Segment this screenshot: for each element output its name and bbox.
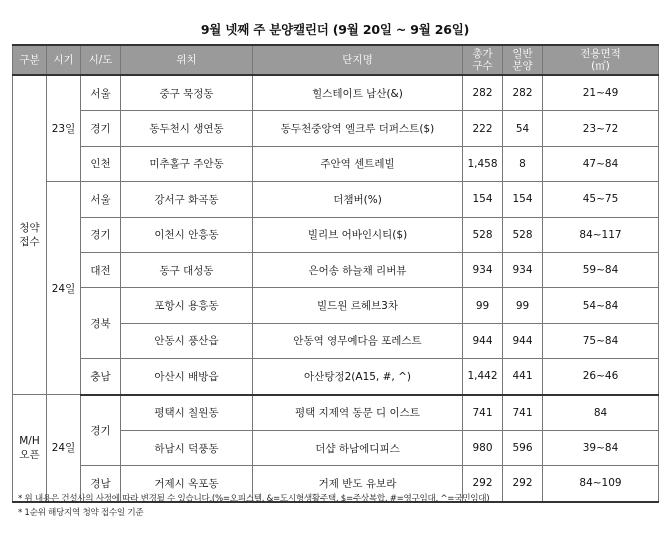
complex-cell: 거제 반도 유보라	[253, 466, 463, 502]
general-cell: 741	[503, 395, 543, 431]
location-cell: 포항시 용흥동	[121, 288, 253, 323]
page-title: 9월 넷째 주 분양캘린더 (9월 20일 ~ 9월 26일)	[200, 22, 470, 37]
location-cell: 안동시 풍산읍	[121, 323, 253, 358]
header-area-line2: (㎡)	[591, 60, 610, 72]
table-row	[13, 75, 659, 111]
area-cell: 39~84	[543, 430, 659, 465]
location-cell: 평택시 칠원동	[121, 395, 253, 431]
table-row	[13, 395, 659, 431]
region-cell: 경기	[81, 111, 121, 146]
table-header-row	[13, 45, 659, 75]
total-cell: 154	[463, 182, 503, 217]
header-gubun: 구분	[13, 45, 47, 75]
header-total-line1: 총가	[472, 48, 493, 60]
table-row	[13, 217, 659, 252]
area-cell: 84~117	[543, 217, 659, 252]
area-cell: 54~84	[543, 288, 659, 323]
general-cell: 99	[503, 288, 543, 323]
group-subscription-line2: 접수	[19, 236, 40, 248]
general-cell: 944	[503, 323, 543, 358]
region-cell: 서울	[81, 182, 121, 217]
total-cell: 741	[463, 395, 503, 431]
header-general	[503, 45, 543, 75]
location-cell: 이천시 안흥동	[121, 217, 253, 252]
region-cell: 경북	[81, 288, 121, 359]
area-cell: 84~109	[543, 466, 659, 502]
group-mh-open	[13, 395, 47, 502]
header-sigi: 시기	[47, 45, 81, 75]
header-general-line1: 일반	[512, 48, 533, 60]
footnote-legend: * 위 내용은 건설사의 사정에 따라 변경될 수 있습니다.(%=오피스텔, &=도시형생활주택, $=주상복합, #=영구임대, ^=국민임대)	[18, 494, 490, 504]
header-total-line2: 구수	[472, 60, 493, 72]
region-cell: 경기	[81, 395, 121, 466]
date-cell: 23일	[47, 75, 81, 182]
location-cell: 중구 묵정동	[121, 75, 253, 111]
area-cell: 59~84	[543, 252, 659, 287]
region-cell: 경기	[81, 217, 121, 252]
total-cell: 980	[463, 430, 503, 465]
complex-cell: 빌리브 어바인시티($)	[253, 217, 463, 252]
complex-cell: 아산탕정2(A15, #, ^)	[253, 359, 463, 395]
header-complex: 단지명	[253, 45, 463, 75]
region-cell: 서울	[81, 75, 121, 111]
general-cell: 441	[503, 359, 543, 395]
date-cell: 24일	[47, 395, 81, 502]
date-cell: 24일	[47, 182, 81, 395]
complex-cell: 주안역 센트레빌	[253, 146, 463, 181]
general-cell: 596	[503, 430, 543, 465]
area-cell: 26~46	[543, 359, 659, 395]
location-cell: 거제시 옥포동	[121, 466, 253, 502]
header-location: 위치	[121, 45, 253, 75]
header-sido: 시/도	[81, 45, 121, 75]
complex-cell: 안동역 영무예다음 포레스트	[253, 323, 463, 358]
table-row	[13, 182, 659, 217]
schedule-table	[12, 44, 659, 503]
general-cell: 154	[503, 182, 543, 217]
total-cell: 1,458	[463, 146, 503, 181]
complex-cell: 빌드원 르헤브3차	[253, 288, 463, 323]
total-cell: 99	[463, 288, 503, 323]
area-cell: 21~49	[543, 75, 659, 111]
table-row	[13, 146, 659, 181]
complex-cell: 더챔버(%)	[253, 182, 463, 217]
group-mh-line1: M/H	[19, 434, 40, 447]
area-cell: 75~84	[543, 323, 659, 358]
general-cell: 292	[503, 466, 543, 502]
header-area	[543, 45, 659, 75]
header-area-line1: 전용면적	[580, 48, 621, 60]
complex-cell: 힐스테이트 남산(&)	[253, 75, 463, 111]
region-cell: 충남	[81, 359, 121, 395]
complex-cell: 은어송 하늘채 리버뷰	[253, 252, 463, 287]
total-cell: 528	[463, 217, 503, 252]
location-cell: 하남시 덕풍동	[121, 430, 253, 465]
location-cell: 아산시 배방읍	[121, 359, 253, 395]
area-cell: 84	[543, 395, 659, 431]
region-cell: 인천	[81, 146, 121, 181]
total-cell: 282	[463, 75, 503, 111]
general-cell: 282	[503, 75, 543, 111]
location-cell: 동구 대성동	[121, 252, 253, 287]
region-cell: 대전	[81, 252, 121, 287]
group-mh-line2: 오픈	[19, 448, 40, 461]
complex-cell: 더샵 하남에디피스	[253, 430, 463, 465]
total-cell: 292	[463, 466, 503, 502]
region-cell: 경남	[81, 466, 121, 502]
general-cell: 54	[503, 111, 543, 146]
area-cell: 45~75	[543, 182, 659, 217]
table-row	[13, 288, 659, 323]
table-row	[13, 359, 659, 395]
general-cell: 8	[503, 146, 543, 181]
total-cell: 934	[463, 252, 503, 287]
total-cell: 1,442	[463, 359, 503, 395]
group-subscription-line1: 청약	[19, 222, 40, 234]
total-cell: 222	[463, 111, 503, 146]
complex-cell: 평택 지제역 동문 디 이스트	[253, 395, 463, 431]
location-cell: 동두천시 생연동	[121, 111, 253, 146]
table-row	[13, 252, 659, 287]
general-cell: 934	[503, 252, 543, 287]
location-cell: 강서구 화곡동	[121, 182, 253, 217]
total-cell: 944	[463, 323, 503, 358]
header-general-line2: 분양	[512, 60, 533, 72]
header-total	[463, 45, 503, 75]
area-cell: 47~84	[543, 146, 659, 181]
complex-cell: 동두천중앙역 엘크루 더퍼스트($)	[253, 111, 463, 146]
footnotes	[18, 492, 489, 520]
footnote-basis: * 1순위 해당지역 청약 접수일 기준	[18, 508, 144, 518]
group-subscription	[13, 75, 47, 395]
general-cell: 528	[503, 217, 543, 252]
area-cell: 23~72	[543, 111, 659, 146]
location-cell: 미추홀구 주안동	[121, 146, 253, 181]
table-row	[13, 111, 659, 146]
